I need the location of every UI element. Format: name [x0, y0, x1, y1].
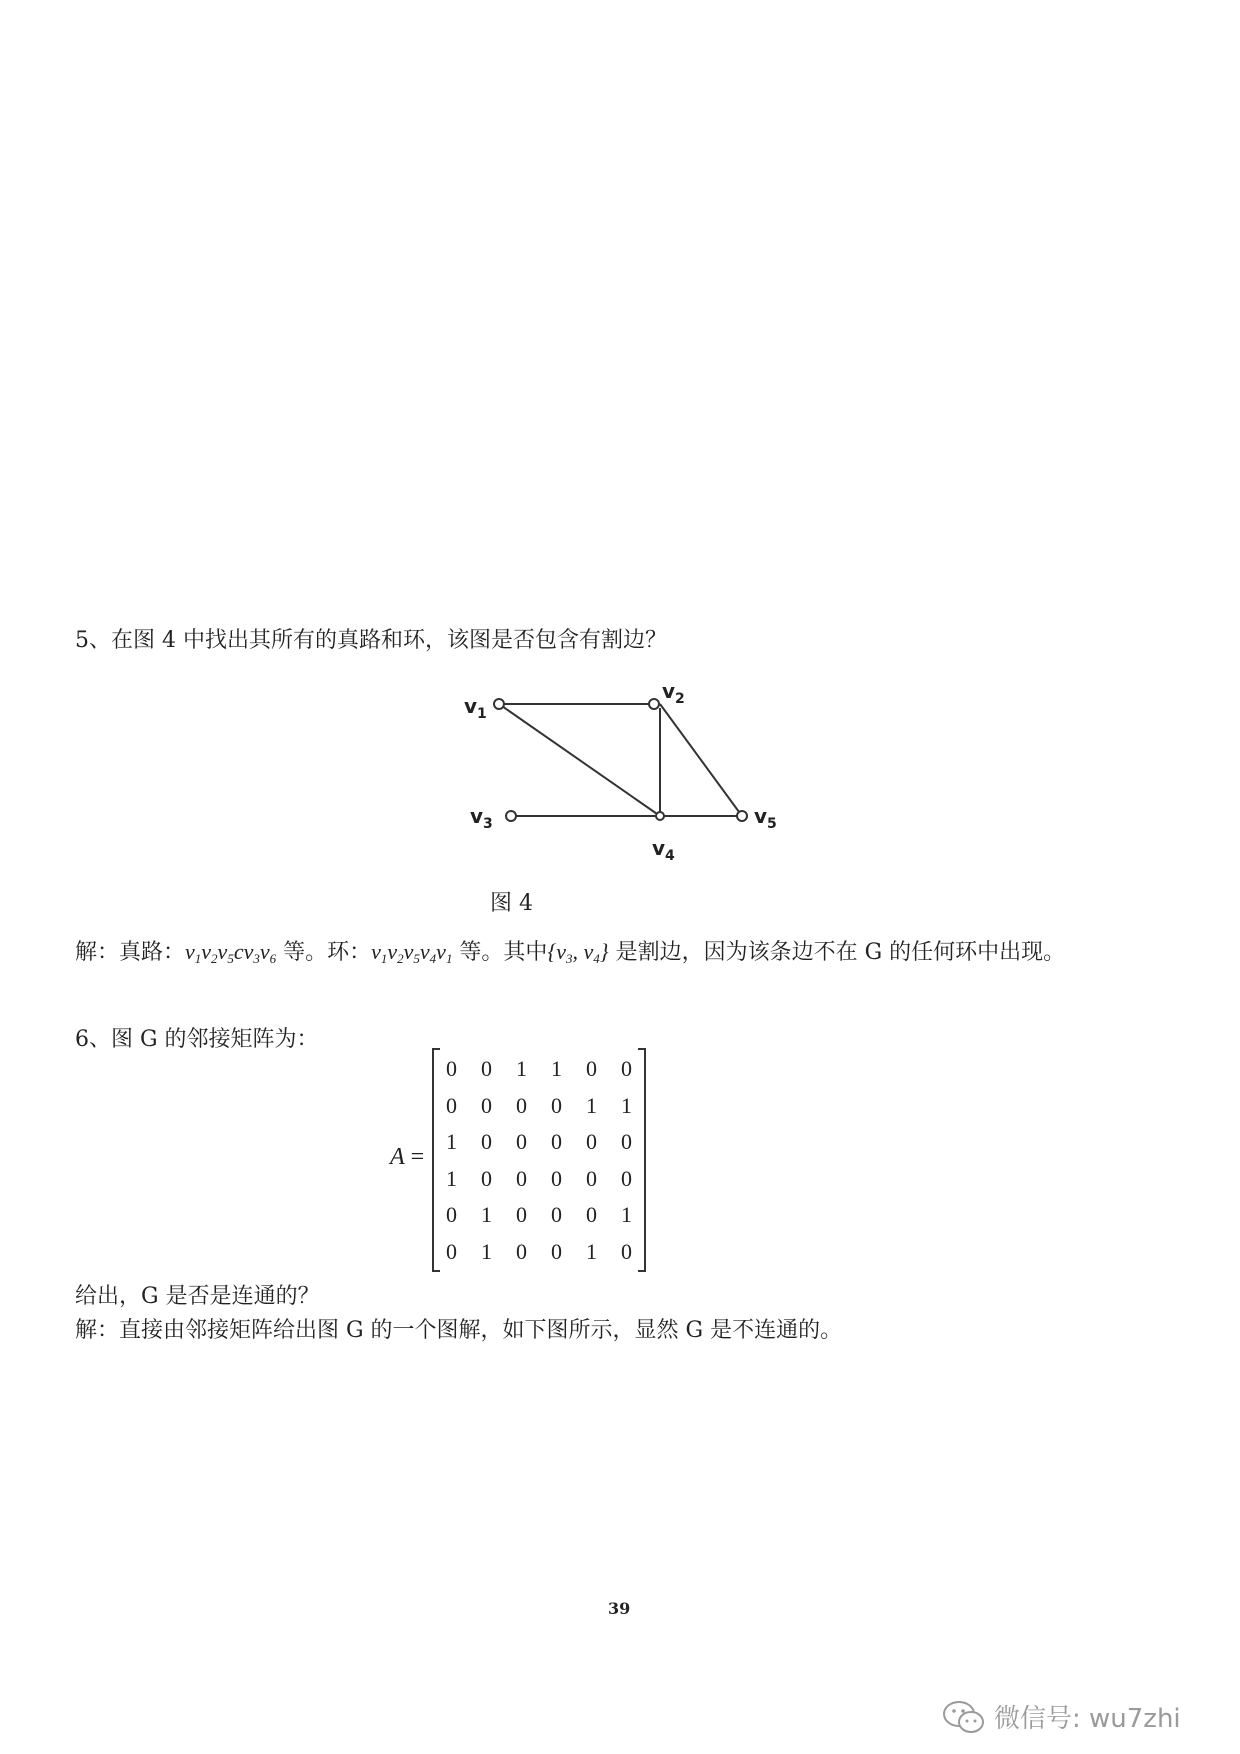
matrix-row [434, 1123, 644, 1160]
matrix-cell: 0 [446, 1092, 457, 1118]
adjacency-matrix [432, 1050, 646, 1270]
matrix-cell: 0 [551, 1129, 562, 1154]
matrix-cell: 1 [481, 1202, 492, 1227]
matrix-cell: 1 [586, 1092, 597, 1118]
watermark [942, 1698, 1181, 1735]
matrix-cell: 0 [621, 1056, 632, 1081]
matrix-cell: 0 [516, 1238, 527, 1264]
problem-5-question: 5、在图 4 中找出其所有的真路和环，该图是否包含有割边？ [75, 628, 667, 653]
problem-6-followup: 给出，G 是否是连通的？ [75, 1284, 320, 1309]
problem-5-answer [75, 937, 1065, 974]
answer-edge: {$v_3$, $v_4$} [547, 939, 609, 966]
matrix-cell: 1 [446, 1165, 457, 1191]
matrix-cell: 0 [551, 1165, 562, 1191]
page-number: 39 [608, 1599, 631, 1618]
matrix-cell: 0 [446, 1056, 457, 1081]
matrix-cell: 0 [446, 1238, 457, 1264]
matrix-row [434, 1160, 644, 1197]
matrix-cell: 0 [516, 1165, 527, 1191]
wechat-icon [942, 1699, 986, 1735]
matrix-cell: 0 [551, 1092, 562, 1118]
matrix-cell: 0 [551, 1238, 562, 1264]
problem-6-question: 6、图 G 的邻接矩阵为： [75, 1027, 319, 1052]
matrix-cell: 1 [481, 1238, 492, 1264]
matrix-cell: 0 [621, 1165, 632, 1191]
graph-figure-4 [440, 680, 800, 870]
matrix-cell: 0 [516, 1092, 527, 1118]
watermark-text: 微信号: wu7zhi [994, 1704, 1181, 1734]
matrix-cell: 0 [481, 1129, 492, 1154]
matrix-cell: 0 [446, 1202, 457, 1227]
answer-suffix: 是割边，因为该条边不在 G 的任何环中出现。 [608, 940, 1066, 965]
matrix-cell: 0 [516, 1202, 527, 1227]
matrix-cell: 0 [621, 1129, 632, 1154]
matrix-cell: 1 [586, 1238, 597, 1264]
node-v2 [649, 699, 659, 709]
matrix-label: A = [390, 1144, 425, 1170]
matrix-cell: 0 [586, 1129, 597, 1154]
matrix-cell: 0 [551, 1202, 562, 1227]
matrix-row [434, 1196, 644, 1233]
matrix-row [434, 1050, 644, 1087]
matrix-cell: 1 [446, 1129, 457, 1154]
matrix-cell: 0 [621, 1238, 632, 1264]
matrix-cell: 1 [551, 1056, 562, 1081]
matrix-cell: 0 [586, 1202, 597, 1227]
matrix-cell: 0 [481, 1056, 492, 1081]
label-v5: $v_5$ [754, 804, 777, 832]
node-v4 [656, 812, 664, 820]
answer-prefix: 解：真路： [75, 940, 186, 965]
matrix-cell: 0 [516, 1129, 527, 1154]
matrix-cell: 0 [586, 1056, 597, 1081]
answer-cycle: $v_1v_2v_5v_4v_1$ [371, 939, 453, 966]
answer-mid: 等。环： [276, 940, 372, 965]
matrix-cell: 0 [586, 1165, 597, 1191]
matrix-cell: 0 [481, 1092, 492, 1118]
label-v1: $v_1$ [464, 694, 487, 722]
figure-caption: 图 4 [490, 891, 533, 916]
label-v4: $v_4$ [652, 836, 675, 864]
matrix-row [434, 1233, 644, 1270]
matrix-row [434, 1087, 644, 1124]
answer-mid2: 等。其中 [452, 940, 548, 965]
matrix-cell: 0 [481, 1165, 492, 1191]
answer-path: $v_1v_2v_5cv_3v_6$ [185, 939, 277, 966]
edge-v2-v5 [660, 704, 742, 816]
matrix-cell: 1 [621, 1092, 632, 1118]
node-v5 [737, 811, 747, 821]
matrix-cell: 1 [516, 1056, 527, 1081]
problem-6-answer: 解：直接由邻接矩阵给出图 G 的一个图解，如下图所示，显然 G 是不连通的。 [75, 1318, 843, 1343]
edge-v1-v4 [499, 704, 660, 816]
node-v1 [494, 699, 504, 709]
matrix-cell: 1 [621, 1202, 632, 1227]
label-v2: $v_2$ [662, 680, 685, 707]
node-v3 [506, 811, 516, 821]
label-v3: $v_3$ [470, 804, 493, 832]
